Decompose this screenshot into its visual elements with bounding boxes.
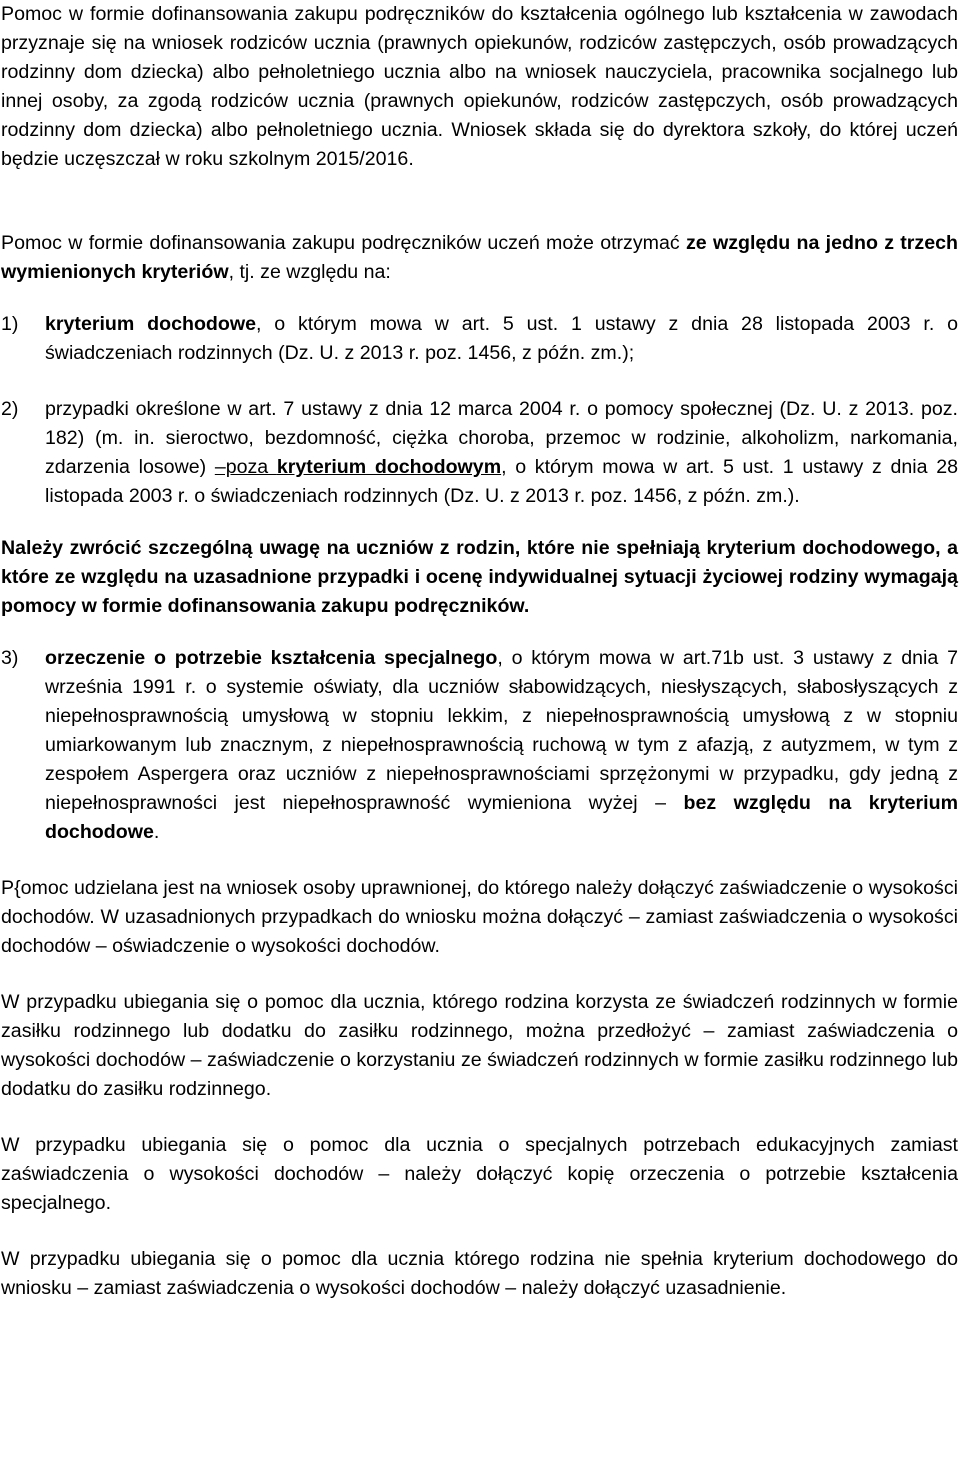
special-cases-emphasis: kryterium dochodowym (276, 456, 502, 478)
special-education-label: orzeczenie o potrzebie kształcenia specjalnego (45, 647, 498, 669)
list-number: 1) (1, 313, 19, 335)
notice-text: Należy zwrócić szczególną uwagę na uczniów z rodzin, które nie spełniają kryterium dochodowego, a które ze względu na uzasadnione przypadki i ocenę indywidualnej sytuacji życiowej rodziny wymagają pomocy w formie dofinansowania zakupu podręczników. (1, 537, 958, 617)
criteria-intro-emphasis: ze względu na jedno z trzech wymienionych kryteriów (1, 232, 958, 283)
paragraph-application-documents: P{omoc udzielana jest na wniosek osoby uprawnionej, do którego należy dołączyć zaświadczenie o wysokości dochodów. W uzasadnionych przypadkach do wniosku można dołączyć – zamiast zaświadczenia o wysokości dochodów – oświadczenie o wysokości dochodów. (1, 877, 958, 957)
criteria-intro-text: Pomoc w formie dofinansowania zakupu podręczników uczeń może otrzymać (1, 232, 686, 254)
list-number: 2) (1, 398, 19, 420)
special-cases-dash: –poza (214, 456, 277, 478)
paragraph-justification: W przypadku ubiegania się o pomoc dla ucznia którego rodzina nie spełnia kryterium dochodowego do wniosku – zamiast zaświadczenia o wysokości dochodów – należy dołączyć uzasadnienie. (1, 1248, 958, 1299)
paragraph-family-benefits: W przypadku ubiegania się o pomoc dla ucznia, którego rodzina korzysta ze świadczeń rodzinnych w formie zasiłku rodzinnego lub dodatku do zasiłku rodzinnego, można przedłożyć – zamiast zaświadczenia o wysokości dochodów – zaświadczenie o korzystaniu ze świadczeń rodzinnych w formie zasiłku rodzinnego lub dodatku do zasiłku rodzinnego. (1, 991, 958, 1100)
special-education-text: , o którym mowa w art.71b ust. 3 ustawy z dnia 7 września 1991 r. o systemie oświaty, dla uczniów słabowidzących, niesłyszących, słabosłyszących z niepełnosprawnością umysłową w stopniu lekkim, z niepełnosprawnością umysłową z w stopniu umiarkowanym lub znacznym, z niepełnosprawnością ruchową w tym z afazją, z autyzmem, w tym z zespołem Aspergera oraz uczniów z niepełnosprawnościami sprzężonymi w przypadku, gdy jedną z niepełnosprawności jest niepełnosprawność wymieniona wyżej – (45, 647, 958, 814)
list-item-special-cases (1, 395, 958, 511)
special-cases-tail: , o którym mowa w art. 5 ust. 1 ustawy z dnia 28 listopada 2003 r. o świadczeniach rodzinnych (Dz. U. z 2013 r. poz. 1456, z późn. zm.). (45, 456, 958, 507)
income-criterion-label: kryterium dochodowe (45, 313, 256, 335)
list-number: 3) (1, 647, 19, 669)
paragraph-special-needs: W przypadku ubiegania się o pomoc dla ucznia o specjalnych potrzebach edukacyjnych zamiast zaświadczenia o wysokości dochodów – należy dołączyć kopię orzeczenia o potrzebie kształcenia specjalnego. (1, 1134, 958, 1214)
special-education-emphasis: bez względu na kryterium dochodowe (45, 792, 958, 843)
paragraph-eligibility: Pomoc w formie dofinansowania zakupu podręczników do kształcenia ogólnego lub kształcenia w zawodach przyznaje się na wniosek rodziców ucznia (prawnych opiekunów, rodziców zastępczych, osób prowadzących rodzinny dom dziecka) albo pełnoletniego ucznia albo na wniosek nauczyciela, pracownika socjalnego lub innej osoby, za zgodą rodziców ucznia (prawnych opiekunów, rodziców zastępczych, osób prowadzących rodzinny dom dziecka) albo pełnoletniego ucznia. Wniosek składa się do dyrektora szkoły, do której uczeń będzie uczęszczał w roku szkolnym 2015/2016. (1, 3, 958, 170)
criteria-intro-tail: , tj. ze względu na: (228, 261, 391, 283)
special-cases-text: przypadki określone w art. 7 ustawy z dnia 12 marca 2004 r. o pomocy społecznej (Dz. U. z 2013. poz. 182) (m. in. sieroctwo, bezdomność, ciężka choroba, przemoc w rodzinie, alkoholizm, narkomania, zdarzenia losowe) (45, 398, 958, 478)
special-education-end: . (153, 821, 160, 843)
list-item-special-education (1, 644, 958, 847)
paragraph-criteria-intro (1, 229, 958, 287)
list-item-income-criterion (1, 310, 958, 368)
income-criterion-text: , o którym mowa w art. 5 ust. 1 ustawy z dnia 28 listopada 2003 r. o świadczeniach rodzinnych (Dz. U. z 2013 r. poz. 1456, z późn. zm.); (45, 313, 958, 364)
paragraph-notice (1, 534, 958, 621)
